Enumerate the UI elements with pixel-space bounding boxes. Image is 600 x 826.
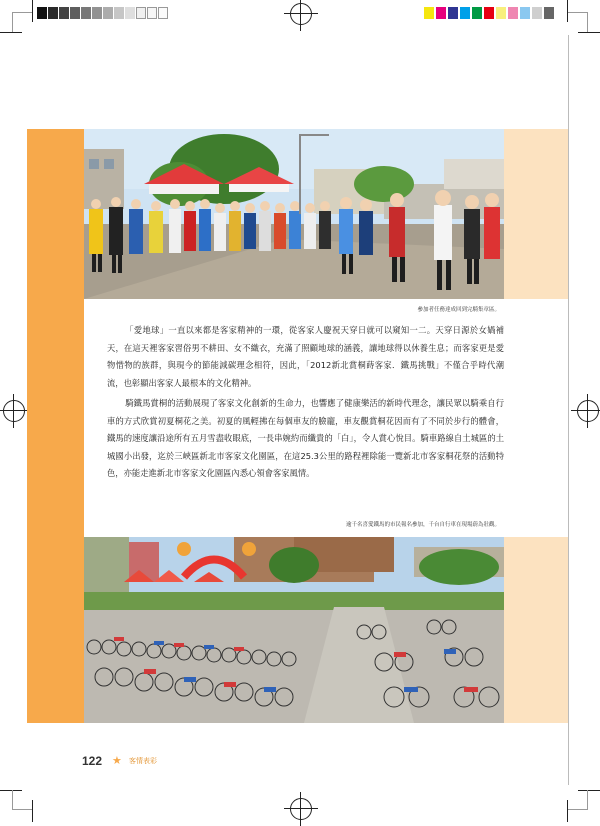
article-paragraph-1: 「愛地球」一直以來都是客家精神的一環，從客家人慶祝天穿日就可以窺知一二。天穿日源於女媧補天，在這天裡客家習俗男不耕田、女不織衣，充滿了照顧地球的涵義，讓地球得以休養生息；而客家更是愛物惜物的族群，與現今的節能減碳理念相符，因此，「2012新北賞桐蒔客家．鐵馬挑戰」不僅合乎時代潮流，也彰顯出客家人最根本的文化精神。 <box>107 325 504 388</box>
article-body <box>107 322 504 483</box>
photo-bicycle-parking <box>84 537 504 723</box>
section-title: 客情表彩 <box>129 757 157 765</box>
registration-mark-right <box>577 400 599 422</box>
photo-caption-top: 參加者任務達成回到完騎集章區。 <box>417 307 500 313</box>
registration-mark-bottom <box>290 798 312 820</box>
photo-caption-bottom: 逾千名喜愛鐵馬的市民報名參加，千台自行車在現場蔚為壯觀。 <box>345 522 500 528</box>
left-accent-strip <box>27 129 84 723</box>
page-number: 122 <box>82 754 103 768</box>
star-icon: ★ <box>112 754 122 767</box>
right-accent-block-bottom <box>504 537 568 723</box>
right-accent-block-top <box>504 129 568 299</box>
article-paragraph-2: 騎鐵馬賞桐的活動展現了客家文化創新的生命力，也響應了健康樂活的新時代理念，讓民眾以騎乘自行車的方式欣賞初夏桐花之美。初夏的風輕拂在每個車友的臉龐，車友觀賞桐花因而有了不同於步行的體會，鐵馬的速度讓沿途所有五月雪盡收眼底，一長串婉約而纖貴的「白」，令人賞心悅目。騎車路線自土城區的土城國小出發，迄於三峽區新北市客家文化園區，在這25.3公里的路程裡除能一覽新北市客家桐花祭的活動特色，亦能走進新北市客家文化園區內悉心領會客家風情。 <box>107 398 504 478</box>
registration-mark-left <box>3 400 25 422</box>
photo-cyclists-gathering <box>84 129 504 299</box>
page-edge-line <box>568 35 569 785</box>
registration-mark-top <box>290 3 312 25</box>
